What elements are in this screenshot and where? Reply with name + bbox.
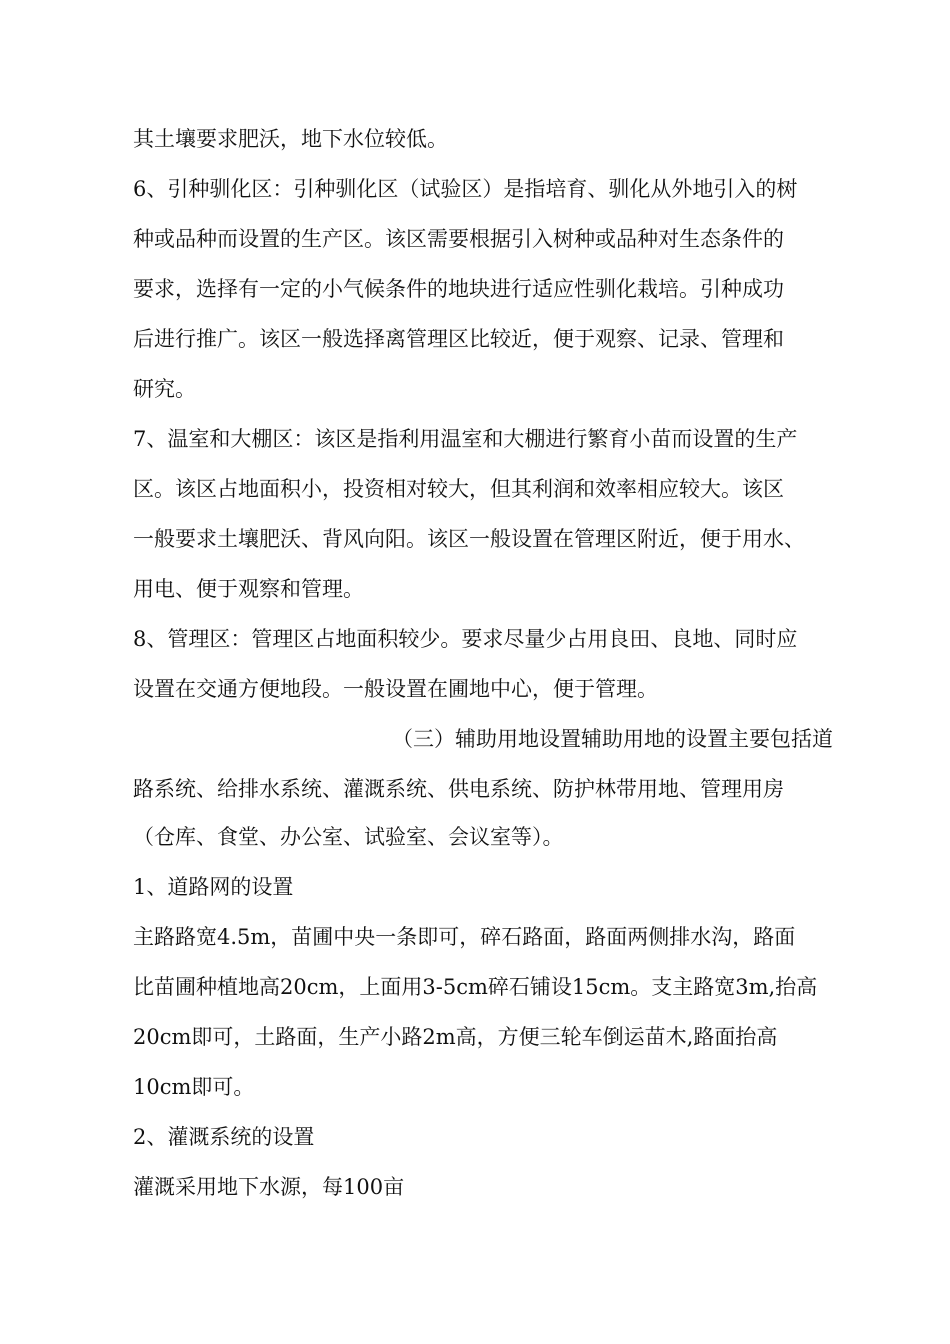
paragraph-line: 要求，选择有一定的小气候条件的地块进行适应性驯化栽培。引种成功 bbox=[133, 277, 784, 301]
paragraph-line: 20cm即可，土路面，生产小路2m高，方便三轮车倒运苗木,路面抬高 bbox=[133, 1025, 778, 1049]
paragraph-line: 其土壤要求肥沃，地下水位较低。 bbox=[133, 127, 448, 151]
paragraph-line: 比苗圃种植地高20cm，上面用3-5cm碎石铺设15cm。支主路宽3m,抬高 bbox=[133, 975, 818, 999]
paragraph-line: 10cm即可。 bbox=[133, 1075, 255, 1099]
paragraph-line: 路系统、给排水系统、灌溉系统、供电系统、防护林带用地、管理用房 bbox=[133, 777, 784, 801]
paragraph-line: 用电、便于观察和管理。 bbox=[133, 577, 364, 601]
paragraph-line: 后进行推广。该区一般选择离管理区比较近，便于观察、记录、管理和 bbox=[133, 327, 784, 351]
paragraph-line: 一般要求土壤肥沃、背风向阳。该区一般设置在管理区附近，便于用水、 bbox=[133, 527, 805, 551]
paragraph-line: 设置在交通方便地段。一般设置在圃地中心，便于管理。 bbox=[133, 677, 658, 701]
section-heading-line: （三）辅助用地设置辅助用地的设置主要包括道 bbox=[392, 727, 833, 751]
subheading-line: 1、道路网的设置 bbox=[133, 875, 294, 899]
paragraph-line: 种或品种而设置的生产区。该区需要根据引入树种或品种对生态条件的 bbox=[133, 227, 784, 251]
paragraph-line: 6、引种驯化区：引种驯化区（试验区）是指培育、驯化从外地引入的树 bbox=[133, 177, 798, 201]
paragraph-line: 主路路宽4.5m，苗圃中央一条即可，碎石路面，路面两侧排水沟，路面 bbox=[133, 925, 796, 949]
subheading-line: 2、灌溉系统的设置 bbox=[133, 1125, 315, 1149]
paragraph-line: 7、温室和大棚区：该区是指利用温室和大棚进行繁育小苗而设置的生产 bbox=[133, 427, 798, 451]
paragraph-line: 区。该区占地面积小，投资相对较大，但其利润和效率相应较大。该区 bbox=[133, 477, 784, 501]
paragraph-line: 灌溉采用地下水源，每100亩 bbox=[133, 1175, 405, 1199]
paragraph-line: 8、管理区：管理区占地面积较少。要求尽量少占用良田、良地、同时应 bbox=[133, 627, 798, 651]
paragraph-line: 研究。 bbox=[133, 377, 196, 401]
paragraph-line: （仓库、食堂、办公室、试验室、会议室等）。 bbox=[133, 825, 564, 849]
